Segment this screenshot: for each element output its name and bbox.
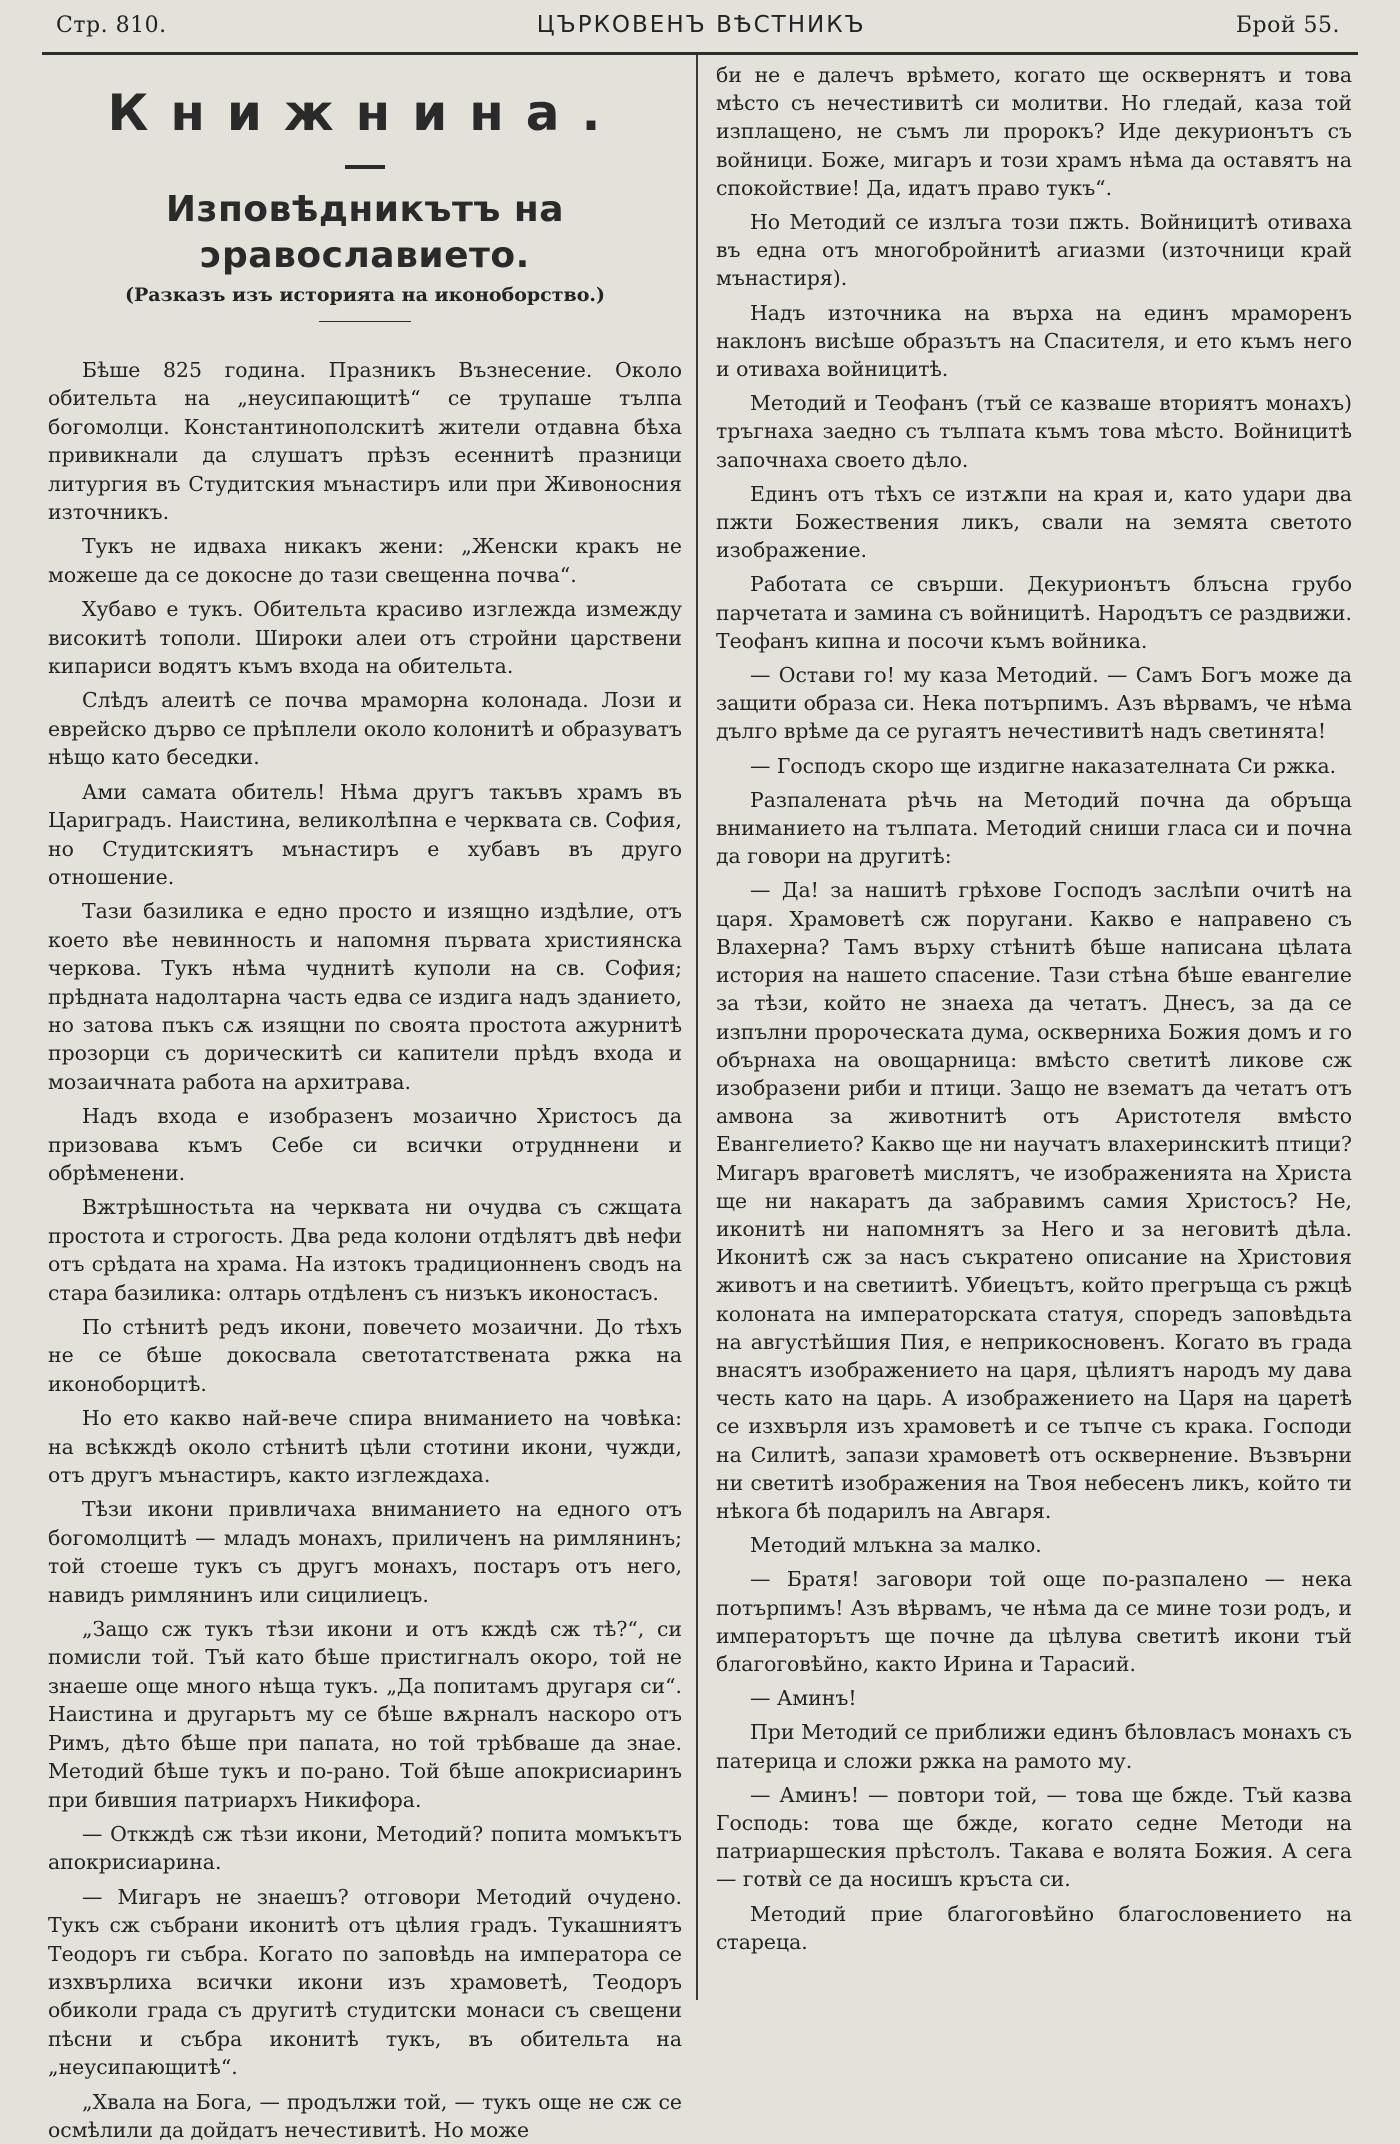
paragraph: — Остави го! му каза Методий. — Самъ Богъ може да защити образа си. Нека потърпимъ. Азъ вѣрвамъ, че нѣма дълго врѣме да се ругаятъ нечестивитѣ надъ светинята!: [716, 663, 1352, 744]
paragraph: Работата се свърши. Декурионътъ блъсна грубо парчетата и замина съ войницитѣ. Народътъ се раздвижи. Теофанъ кипна и посочи къмъ войника.: [716, 572, 1352, 653]
paragraph: При Методий се приближи единъ бѣловласъ монахъ съ патерица и сложи ржка на рамото му.: [716, 1720, 1352, 1773]
subtitle-rule: [319, 321, 411, 322]
right-column: [698, 55, 1366, 2000]
page-header: [34, 12, 1366, 48]
article-title: Изповѣдникътъ на ɔравославието.: [165, 189, 565, 276]
paragraph: — Мигаръ не знаешъ? отговори Методий очудено. Тукъ сж събрани иконитѣ отъ цѣлия градъ. Тукашниятъ Теодоръ ги събра. Когато по заповѣдь на императора се изхвърлиха всички икони изъ храмоветѣ, Теодоръ обиколи града съ другитѣ студитски монаси съ свещени пѣсни и събра иконитѣ тукъ, въ обительта на „неусипающитѣ“.: [48, 1884, 682, 2080]
paragraph: По стѣнитѣ редъ икони, повечето мозаични. До тѣхъ не се бѣше докосвала светотатствената ржка на иконоборцитѣ.: [48, 1315, 682, 1396]
paragraph: — Откждѣ сж тѣзи икони, Методий? попита момъкътъ апокрисиарина.: [48, 1821, 682, 1875]
paragraph: Методий прие благоговѣйно благословението на стареца.: [716, 1901, 1352, 1954]
paragraph: Тѣзи икони привличаха вниманието на едного отъ богомолцитѣ — младъ монахъ, приличенъ на римлянинъ; той стоеше тукъ съ другъ монахъ, постаръ отъ него, навидъ римлянинъ или сицилиецъ.: [48, 1497, 682, 1607]
paragraph: Бѣше 825 година. Празникъ Възнесение. Около обительта на „неусипающитѣ“ се трупаше тълпа богомолци. Константинополскитѣ жители отдавна бѣха привикнали да слушатъ прѣзъ есеннитѣ празници литургия въ Студитския мънастиръ или при Живоносния източникъ.: [48, 358, 682, 525]
paragraph: Слѣдъ алеитѣ се почва мраморна колонада. Лози и еврейско дърво се прѣплели около колонитѣ и образуватъ нѣщо като беседки.: [48, 688, 682, 770]
paragraph: Единъ отъ тѣхъ се изтѫпи на края и, като удари два пжти Божествения ликъ, свали на земята светото изображение.: [716, 481, 1352, 563]
paragraph: Тази базилика е едно просто и изящно издѣлие, отъ което вѣе невинность и напомня първата християнска черкова. Тукъ нѣма чуднитѣ куполи на св. София; прѣдната надолтарна часть едва се издига надъ зданието, но затова пъкъ сѫ изящни по своята простота ажурнитѣ прозорци съ дорическитѣ си капители прѣдъ входа и мозаичната работа на архитрава.: [48, 899, 682, 1094]
article-subtitle: (Разказъ изъ историята на иконоборство.): [124, 284, 606, 306]
paragraph: Методий млъкна за малко.: [750, 1533, 1042, 1558]
paragraph: — Братя! заговори той още по-разпалено — нека потърпимъ! Азъ вѣрвамъ, че нѣма да се мине този родъ, и императорътъ ще почне да цѣлува светитѣ икони тъй благоговѣйно, както Ирина и Тарасий.: [716, 1567, 1352, 1676]
columns: [34, 55, 1366, 2142]
paragraph: — Аминъ! — повтори той, — това ще бжде. Тъй казва Господь: това ще бжде, когато седне Методи на патриаршеския прѣстолъ. Такава е волята Божия. А сега — готвѝ се да носишъ кръста си.: [716, 1782, 1352, 1892]
paragraph: — Господъ скоро ще издигне наказателната Си ржка.: [750, 753, 1337, 778]
heading-dash: [345, 165, 385, 169]
paragraph: Методий и Теофанъ (тъй се казваше вториятъ монахъ) тръгнаха заедно съ тълпата къмъ това мѣсто. Войницитѣ започнаха своето дѣло.: [716, 391, 1352, 472]
paragraph: — Да! за нашитѣ грѣхове Господъ заслѣпи очитѣ на царя. Храмоветѣ сж поругани. Какво е направено съ Влахерна? Тамъ върху стѣнитѣ бѣше написана цѣлата история на нашето спасение. Тази стѣна бѣше евангелие за тѣзи, който не знаеха да четатъ. Днесъ, за да се изпълни пророческата дума, оскверниха Божия домъ и го обърнаха на овощарница: вмѣсто светитѣ ликове сж изобразени риби и птици. Защо не взематъ да четатъ отъ амвона за животнитѣ отъ Аристотеля вмѣсто Евангелието? Какво ще ни научатъ влахеринскитѣ птици? Мигаръ враговетѣ мислятъ, че изображенията на Христа ще ни накаратъ да забравимъ самия Христосъ? Не, иконитѣ ни напомнятъ за Него и за неговитѣ дѣла. Иконитѣ сж за насъ съкратено описание на Христовия животъ и на светиитѣ. Убиецътъ, който прегръща съ ржцѣ колоната на императорската статуя, споредъ заповѣдьта на августѣйшия Пия, е неприкосновенъ. Когато въ града внасятъ изображението на царя, цѣлиятъ народъ му дава честь като на царь. А изображението на Царя на царетѣ се изхвърля изъ храмоветѣ и се тъпче съ крака. Господи на Силитѣ, запази храмоветѣ отъ осквернение. Възвърни ни светитѣ изображения на Твоя небесенъ ликъ, който ти нѣкога бѣ подарилъ на Авгаря.: [716, 878, 1352, 1523]
paragraph: би не е далечъ врѣмето, когато ще осквернятъ и това мѣсто съ нечестивитѣ си молитви. Но гледай, каза той изплащено, не съмъ ли пророкъ? Иде декурионътъ съ войници. Боже, мигаръ и този храмъ нѣма да оставятъ на спокойствие! Да, идатъ право тукъ“.: [716, 63, 1352, 200]
paragraph: Ами самата обитель! Нѣма другъ такъвъ храмъ въ Цариградъ. Наистина, великолѣпна е черквата св. София, но Студитскиятъ мънастиръ е хубавъ въ друго отношение.: [48, 779, 682, 889]
left-column: [34, 55, 696, 2142]
paragraph: Вжтрѣшностьта на черквата ни очудва съ сжщата простота и строгость. Два реда колони отдѣлятъ двѣ нефи отъ срѣдата на храма. На изтокъ традиционненъ сводъ на стара базилика: олтарь отдѣленъ съ низъкъ иконостасъ.: [48, 1195, 682, 1305]
paragraph: Хубаво е тукъ. Обительта красиво изглеждa измежду високитѣ тополи. Широки алеи отъ стройни царствени кипариси водятъ къмъ входа на обительта.: [48, 597, 682, 679]
newspaper-title: ЦЪРКОВЕНЪ ВѢСТНИКЪ: [536, 12, 866, 38]
page-number: Стр. 810.: [56, 13, 167, 38]
paragraph: Но ето какво най-вече спира вниманието на човѣка: на всѣкждѣ около стѣнитѣ цѣли стотини икони, чужди, отъ другъ мънастиръ, както изглеждаха.: [48, 1406, 682, 1488]
paragraph: „Защо сж тукъ тѣзи икони и отъ кждѣ сж тѣ?“, си помисли той. Тъй като бѣше пристигналъ окоро, той не знаеше още много нѣща тукъ. „Да попитамъ другаря си“. Наистина и другарьтъ му се бѣше вѫрналъ наскоро отъ Римъ, дѣто бѣше при папата, но той трѣбваше да знае. Методий бѣше тукъ и по-рано. Той бѣше апокрисиаринъ при бившия патриархъ Никифора.: [48, 1617, 682, 1812]
section-heading: Книжнина.: [107, 84, 623, 142]
paragraph: Но Методий се излъга този пжть. Войницитѣ отиваха въ една отъ многобройнитѣ агиазми (източници край мънастиря).: [716, 210, 1352, 291]
paragraph: Тукъ не идваха никакъ жени: „Женски кракъ не можеше да се докосне до тази свещенна почва“.: [48, 534, 682, 587]
paragraph: — Аминъ!: [750, 1686, 857, 1711]
paragraph: Надъ входа е изобразенъ мозаично Христосъ да призовава къмъ Себе си всички отрудннени и обрѣменени.: [48, 1104, 682, 1185]
paragraph: Надъ източника на върха на единъ мраморенъ наклонъ висѣше образътъ на Спасителя, и ето къмъ него и отиваха войницитѣ.: [716, 300, 1352, 382]
issue-number: Брой 55.: [1235, 13, 1340, 38]
paragraph: Разпаленaта рѣчь на Методий почна да обръща вниманието на тълпата. Методий сниши гласа си и почна да говори на другитѣ:: [716, 787, 1352, 869]
paragraph: „Хвала на Бога, — продължи той, — тукъ още не сж се осмѣлили да дойдатъ нечестивитѣ. Но може: [48, 2089, 682, 2142]
